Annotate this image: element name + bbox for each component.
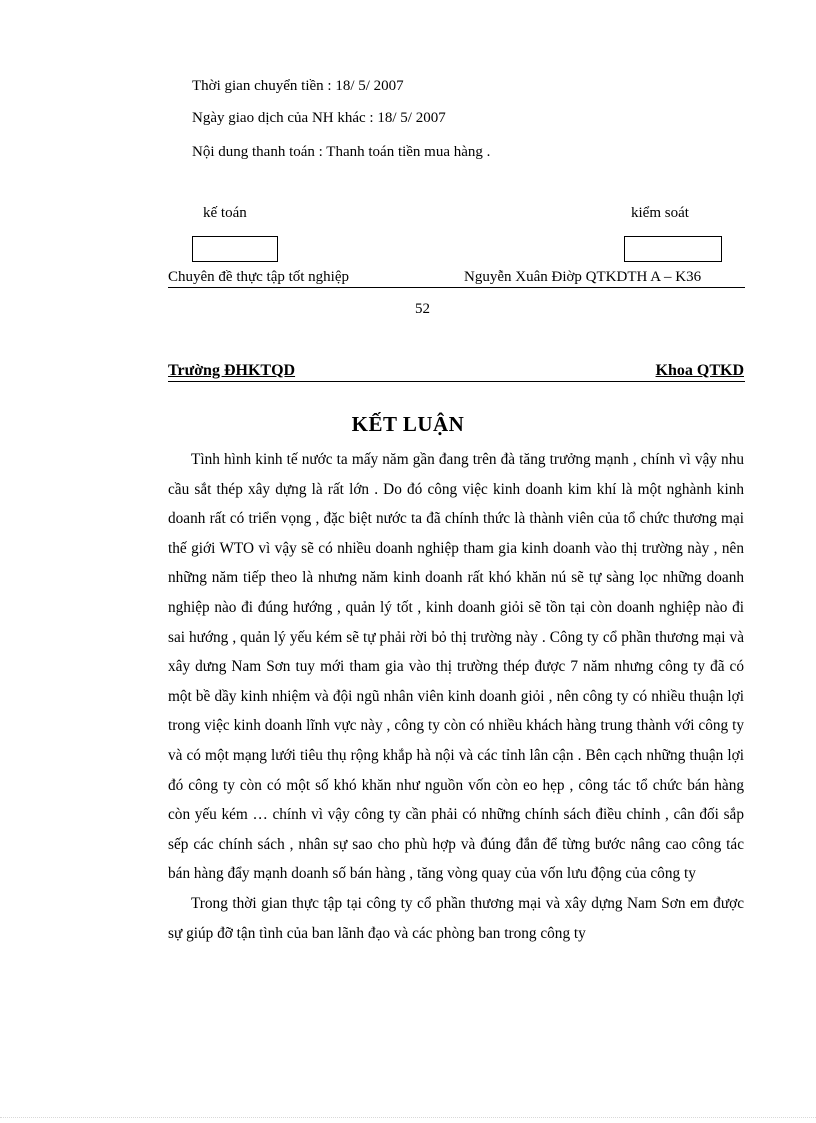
header-faculty: Khoa QTKD: [655, 362, 744, 379]
controller-label: kiểm soát: [631, 205, 689, 221]
header-university: Trường ĐHKTQD: [168, 362, 296, 379]
payment-content-line: Nội dung thanh toán : Thanh toán tiền mua hàng .: [192, 144, 491, 160]
transfer-time-line: Thời gian chuyển tiền : 18/ 5/ 2007: [192, 78, 404, 94]
footer-thesis-title: Chuyên đề thực tập tốt nghiệp: [168, 269, 350, 285]
conclusion-body: [168, 445, 744, 948]
footer-rule: [168, 287, 745, 288]
paragraph: Trong thời gian thực tập tại công ty cổ phần thương mại và xây dựng Nam Sơn em được sự giúp đỡ tận tình của ban lãnh đạo và các phòng ban trong công ty: [168, 894, 744, 942]
page-number: 52: [415, 301, 430, 317]
accountant-signature-box: [192, 236, 278, 262]
controller-signature-box: [624, 236, 722, 262]
transaction-date-line: Ngày giao dịch của NH khác : 18/ 5/ 2007: [192, 110, 446, 126]
header-rule: [168, 381, 745, 382]
page-title: KẾT LUẬN: [351, 412, 465, 436]
accountant-label: kế toán: [203, 205, 247, 221]
paragraph: Tình hình kinh tế nước ta mấy năm gần đang trên đà tăng trưởng mạnh , chính vì vậy nhu cầu sắt thép xây dựng là rất lớn . Do đó công việc kinh doanh kim khí là một nghành kinh doanh rất có triển vọng , đặc biệt nước ta đã chính thức là thành viên của tổ chức thương mại thế giới WTO vì vậy sẽ có nhiều doanh nghiệp tham gia kinh doanh vào thị trường này , nên những năm tiếp theo là nhưng năm kinh doanh rất khó khăn nú sẽ tự sàng lọc những doanh nghiệp nào đi đúng hướng , quản lý tốt , kinh doanh giỏi sẽ tồn tại còn doanh nghiệp nào đi sai hướng , quản lý yếu kém sẽ tự phải rời bỏ thị trường này . Công ty cổ phần thương mại và xây dưng Nam Sơn tuy mới tham gia vào thị trường thép được 7 năm nhưng công ty đã có một bề dầy kinh nhiệm và đội ngũ nhân viên kinh doanh giỏi , nên công ty có nhiều thuận lợi trong việc kinh doanh lĩnh vực này , công ty còn có nhiều khách hàng trung thành với công ty và có một mạng lưới tiêu thụ rộng khắp hà nội và các tỉnh lân cận . Bên cạch những thuận lợi đó công ty còn có một số khó khăn như nguồn vốn còn eo hẹp , công tác tổ chức bán hàng còn yếu kém … chính vì vậy công ty cần phải có những chính sách điều chỉnh , cân đối sắp sếp các chính sách , nhân sự sao cho phù hợp và đúng đắn để từng bước nâng cao công tác bán hàng đẩy mạnh doanh số bán hàng , tăng vòng quay của vốn lưu động của công ty: [168, 451, 744, 883]
footer-author: Nguyễn Xuân Điờp QTKDTH A – K36: [464, 269, 702, 285]
page-edge-divider: [0, 1117, 816, 1118]
